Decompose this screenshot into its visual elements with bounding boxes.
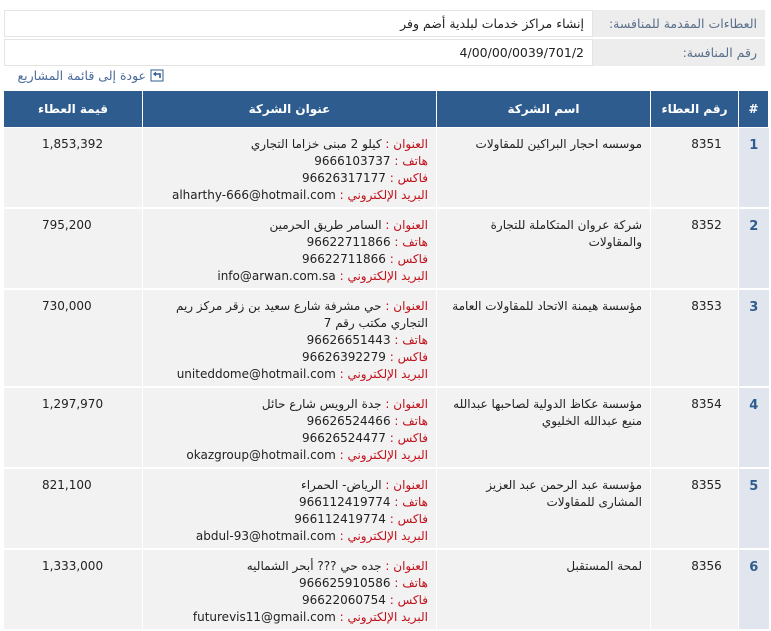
email-label: البريد الإلكتروني : bbox=[335, 448, 428, 462]
address-label: العنوان : bbox=[381, 478, 428, 492]
fax-line bbox=[151, 592, 428, 609]
company-name: مؤسسة هيمنة الاتحاد للمقاولات العامة bbox=[437, 289, 651, 387]
fax-label: فاكس : bbox=[385, 431, 428, 445]
row-index: 1 bbox=[739, 128, 769, 209]
address-value: جدة الرويس شارع حائل bbox=[261, 397, 382, 411]
fax-line bbox=[151, 511, 428, 528]
fax-value: 96622711866 bbox=[301, 252, 386, 266]
phone-value: 96626651443 bbox=[306, 333, 391, 347]
phone-line bbox=[151, 234, 428, 251]
email-line bbox=[151, 187, 428, 204]
company-name: مؤسسة عبد الرحمن عبد العزيز المشارى للمقاولات bbox=[437, 468, 651, 549]
bid-number: 8356 bbox=[651, 549, 739, 630]
row-index: 6 bbox=[739, 549, 769, 630]
address-label: العنوان : bbox=[381, 218, 428, 232]
address-value: السامر طريق الحرمين bbox=[269, 218, 382, 232]
address-line bbox=[151, 217, 428, 234]
phone-line bbox=[151, 413, 428, 430]
phone-line bbox=[151, 332, 428, 349]
address-value: حي مشرفة شارع سعيد بن زقر مركز ريم التجاري مكتب رقم 7 bbox=[175, 299, 428, 330]
phone-value: 966625910586 bbox=[298, 576, 391, 590]
tender-number-label: رقم المنافسة: bbox=[593, 39, 765, 66]
table-header bbox=[4, 91, 769, 128]
bid-number: 8354 bbox=[651, 387, 739, 468]
bid-value: 1,297,970 bbox=[4, 387, 143, 468]
company-contact bbox=[143, 128, 437, 209]
address-line bbox=[151, 396, 428, 413]
email-label: البريد الإلكتروني : bbox=[335, 188, 428, 202]
tender-number-row bbox=[4, 39, 765, 66]
email-label: البريد الإلكتروني : bbox=[335, 529, 428, 543]
table-row bbox=[4, 387, 769, 468]
table-row bbox=[4, 208, 769, 289]
bid-value: 1,853,392 bbox=[4, 128, 143, 209]
fax-line bbox=[151, 430, 428, 447]
address-line bbox=[151, 136, 428, 153]
table-row bbox=[4, 128, 769, 209]
email-value: abdul-93@hotmail.com bbox=[195, 529, 336, 543]
col-index: # bbox=[739, 91, 769, 128]
company-name: موسسه احجار البراكين للمقاولات bbox=[437, 128, 651, 209]
bid-number: 8351 bbox=[651, 128, 739, 209]
address-line bbox=[151, 558, 428, 575]
address-label: العنوان : bbox=[381, 299, 428, 313]
phone-label: هاتف : bbox=[390, 414, 428, 428]
phone-line bbox=[151, 494, 428, 511]
company-name: لمحة المستقبل bbox=[437, 549, 651, 630]
phone-line bbox=[151, 153, 428, 170]
bid-number: 8355 bbox=[651, 468, 739, 549]
email-line bbox=[151, 268, 428, 285]
bids-table bbox=[3, 90, 769, 631]
phone-label: هاتف : bbox=[390, 333, 428, 347]
fax-value: 966112419774 bbox=[294, 512, 386, 526]
company-name: شركة عروان المتكاملة للتجارة والمقاولات bbox=[437, 208, 651, 289]
table-row bbox=[4, 468, 769, 549]
company-contact bbox=[143, 468, 437, 549]
bid-number: 8353 bbox=[651, 289, 739, 387]
project-name: إنشاء مراكز خدمات لبلدية أضم وفر bbox=[4, 10, 593, 37]
row-index: 5 bbox=[739, 468, 769, 549]
address-value: كيلو 2 مبنى خزاما التجاري bbox=[250, 137, 382, 151]
fax-value: 96626317177 bbox=[301, 171, 386, 185]
company-name: مؤسسة عكاظ الدولية لصاحبها عبدالله منيع عبدالله الخليوي bbox=[437, 387, 651, 468]
company-contact bbox=[143, 208, 437, 289]
phone-value: 96622711866 bbox=[306, 235, 391, 249]
phone-label: هاتف : bbox=[390, 495, 428, 509]
back-arrow-icon bbox=[150, 69, 164, 82]
back-to-projects-link[interactable] bbox=[18, 68, 164, 83]
address-line bbox=[151, 477, 428, 494]
bid-value: 1,333,000 bbox=[4, 549, 143, 630]
address-label: العنوان : bbox=[381, 397, 428, 411]
fax-label: فاكس : bbox=[385, 252, 428, 266]
email-label: البريد الإلكتروني : bbox=[335, 610, 428, 624]
email-value: uniteddome@hotmail.com bbox=[176, 367, 336, 381]
phone-label: هاتف : bbox=[390, 154, 428, 168]
email-label: البريد الإلكتروني : bbox=[335, 367, 428, 381]
address-line bbox=[151, 298, 428, 332]
address-label: العنوان : bbox=[381, 137, 428, 151]
phone-value: 96626524466 bbox=[306, 414, 391, 428]
fax-label: فاكس : bbox=[385, 350, 428, 364]
bid-value: 821,100 bbox=[4, 468, 143, 549]
bid-value: 795,200 bbox=[4, 208, 143, 289]
email-value: info@arwan.com.sa bbox=[217, 269, 336, 283]
phone-label: هاتف : bbox=[390, 235, 428, 249]
address-value: جده حي ??? أبحر الشماليه bbox=[246, 559, 382, 573]
email-line bbox=[151, 528, 428, 545]
back-link-text: عودة إلى قائمة المشاريع bbox=[17, 68, 146, 83]
col-bid-number: رقم العطاء bbox=[651, 91, 739, 128]
phone-label: هاتف : bbox=[390, 576, 428, 590]
bids-label: العطاءات المقدمة للمنافسة: bbox=[593, 10, 765, 37]
email-line bbox=[151, 366, 428, 383]
fax-value: 96626392279 bbox=[301, 350, 386, 364]
col-bid-value: قيمة العطاء bbox=[4, 91, 143, 128]
row-index: 3 bbox=[739, 289, 769, 387]
phone-value: 966112419774 bbox=[298, 495, 391, 509]
tender-info-table bbox=[4, 8, 765, 68]
table-row bbox=[4, 289, 769, 387]
email-value: okazgroup@hotmail.com bbox=[186, 448, 336, 462]
fax-value: 96626524477 bbox=[301, 431, 386, 445]
fax-line bbox=[151, 349, 428, 366]
email-label: البريد الإلكتروني : bbox=[335, 269, 428, 283]
company-contact bbox=[143, 289, 437, 387]
col-company-address: عنوان الشركة bbox=[143, 91, 437, 128]
bids-row bbox=[4, 10, 765, 37]
address-label: العنوان : bbox=[381, 559, 428, 573]
fax-value: 96622060754 bbox=[301, 593, 386, 607]
row-index: 2 bbox=[739, 208, 769, 289]
col-company-name: اسم الشركة bbox=[437, 91, 651, 128]
fax-label: فاكس : bbox=[385, 512, 428, 526]
address-value: الرياض- الحمراء bbox=[301, 478, 382, 492]
company-contact bbox=[143, 387, 437, 468]
email-value: futurevis11@gmail.com bbox=[192, 610, 336, 624]
fax-label: فاكس : bbox=[385, 593, 428, 607]
email-line bbox=[151, 447, 428, 464]
fax-line bbox=[151, 170, 428, 187]
bid-value: 730,000 bbox=[4, 289, 143, 387]
phone-value: 9666103737 bbox=[314, 154, 391, 168]
row-index: 4 bbox=[739, 387, 769, 468]
email-value: alharthy-666@hotmail.com bbox=[171, 188, 336, 202]
fax-line bbox=[151, 251, 428, 268]
phone-line bbox=[151, 575, 428, 592]
bid-number: 8352 bbox=[651, 208, 739, 289]
fax-label: فاكس : bbox=[385, 171, 428, 185]
tender-number: 4/00/00/0039/701/2 bbox=[4, 39, 593, 66]
